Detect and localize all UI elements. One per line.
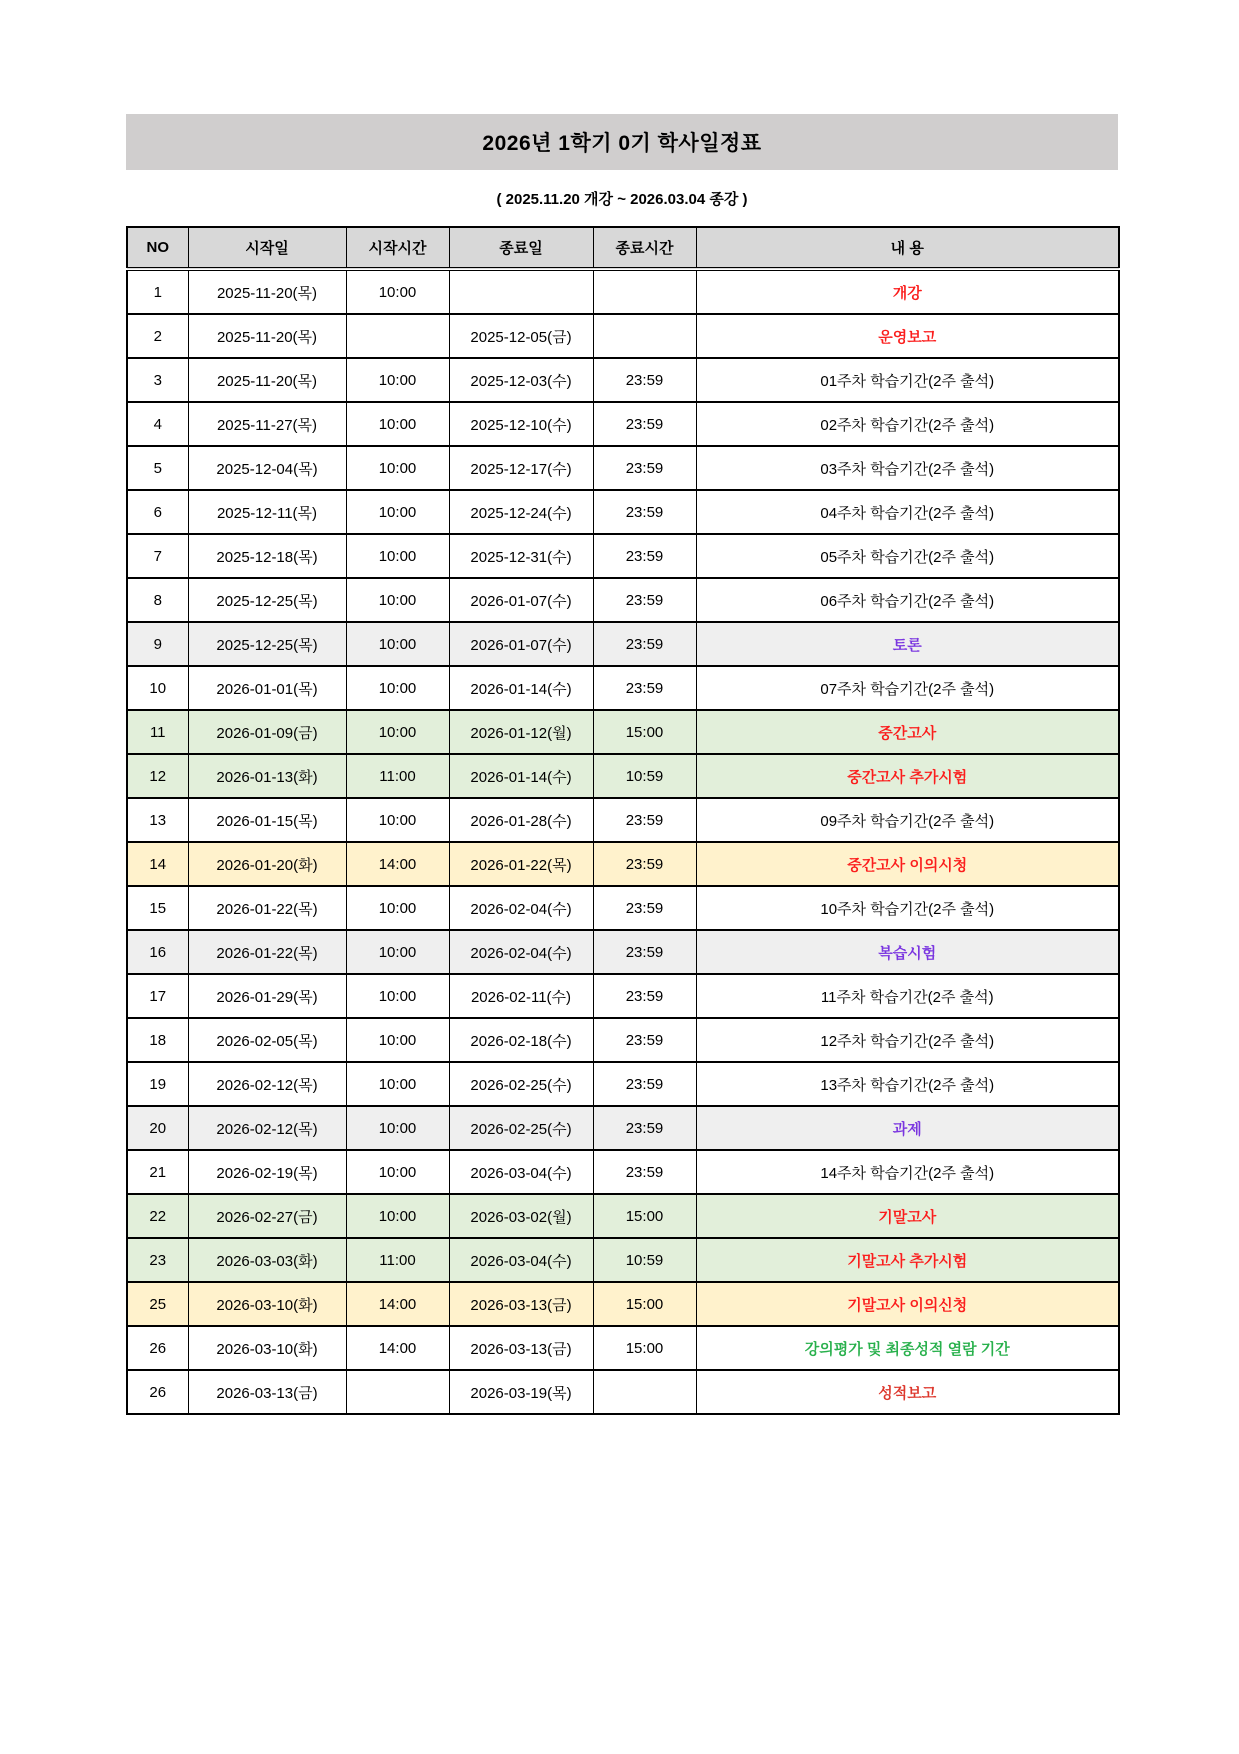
table-row <box>127 622 1119 666</box>
table-body <box>127 269 1119 1414</box>
cell-end-time: 15:00 <box>593 710 696 754</box>
cell-no: 26 <box>127 1370 188 1414</box>
table-row <box>127 446 1119 490</box>
cell-end-date: 2026-01-07(수) <box>449 578 593 622</box>
cell-start-date: 2026-02-12(목) <box>188 1106 346 1150</box>
cell-end-date: 2026-01-14(수) <box>449 754 593 798</box>
cell-no: 1 <box>127 269 188 314</box>
cell-end-time: 23:59 <box>593 534 696 578</box>
cell-start-date: 2026-02-05(목) <box>188 1018 346 1062</box>
cell-start-date: 2025-11-20(목) <box>188 358 346 402</box>
cell-end-time: 10:59 <box>593 754 696 798</box>
cell-end-time: 23:59 <box>593 358 696 402</box>
cell-no: 10 <box>127 666 188 710</box>
table-row <box>127 269 1119 314</box>
table-row <box>127 1194 1119 1238</box>
cell-end-date: 2026-01-28(수) <box>449 798 593 842</box>
cell-end-date: 2026-01-12(월) <box>449 710 593 754</box>
cell-no: 4 <box>127 402 188 446</box>
table-row <box>127 710 1119 754</box>
cell-no: 13 <box>127 798 188 842</box>
cell-no: 7 <box>127 534 188 578</box>
cell-no: 15 <box>127 886 188 930</box>
cell-content: 중간고사 추가시험 <box>696 754 1119 798</box>
cell-start-time: 10:00 <box>346 666 449 710</box>
table-row <box>127 798 1119 842</box>
cell-end-date: 2026-03-13(금) <box>449 1326 593 1370</box>
cell-start-time: 10:00 <box>346 534 449 578</box>
cell-end-date: 2026-02-25(수) <box>449 1106 593 1150</box>
schedule-table <box>126 226 1120 1415</box>
cell-start-date: 2025-12-04(목) <box>188 446 346 490</box>
cell-start-time: 10:00 <box>346 269 449 314</box>
cell-start-time: 14:00 <box>346 1326 449 1370</box>
table-row <box>127 930 1119 974</box>
cell-end-time: 23:59 <box>593 578 696 622</box>
cell-end-date: 2026-01-14(수) <box>449 666 593 710</box>
cell-end-time: 23:59 <box>593 886 696 930</box>
table-header-row <box>127 227 1119 269</box>
cell-start-time: 11:00 <box>346 1238 449 1282</box>
table-row <box>127 1150 1119 1194</box>
cell-no: 6 <box>127 490 188 534</box>
cell-start-date: 2026-01-22(목) <box>188 886 346 930</box>
cell-start-date: 2026-01-29(목) <box>188 974 346 1018</box>
cell-no: 23 <box>127 1238 188 1282</box>
table-row <box>127 578 1119 622</box>
cell-start-time: 10:00 <box>346 402 449 446</box>
cell-start-date: 2026-03-13(금) <box>188 1370 346 1414</box>
cell-no: 19 <box>127 1062 188 1106</box>
cell-start-time <box>346 314 449 358</box>
cell-no: 8 <box>127 578 188 622</box>
cell-end-time: 23:59 <box>593 798 696 842</box>
cell-end-date: 2026-01-07(수) <box>449 622 593 666</box>
cell-content: 10주차 학습기간(2주 출석) <box>696 886 1119 930</box>
cell-content: 01주차 학습기간(2주 출석) <box>696 358 1119 402</box>
cell-content: 강의평가 및 최종성적 열람 기간 <box>696 1326 1119 1370</box>
cell-no: 3 <box>127 358 188 402</box>
cell-end-date: 2026-02-18(수) <box>449 1018 593 1062</box>
cell-start-time: 10:00 <box>346 974 449 1018</box>
table-row <box>127 490 1119 534</box>
table-row <box>127 842 1119 886</box>
cell-start-time: 10:00 <box>346 1194 449 1238</box>
cell-start-date: 2026-01-22(목) <box>188 930 346 974</box>
cell-no: 9 <box>127 622 188 666</box>
header-content: 내 용 <box>696 227 1119 269</box>
cell-end-time <box>593 314 696 358</box>
cell-start-date: 2026-01-15(목) <box>188 798 346 842</box>
cell-start-date: 2026-01-09(금) <box>188 710 346 754</box>
table-row <box>127 1326 1119 1370</box>
cell-end-date: 2026-03-19(목) <box>449 1370 593 1414</box>
cell-end-date: 2026-03-04(수) <box>449 1150 593 1194</box>
cell-end-time: 23:59 <box>593 1018 696 1062</box>
cell-no: 22 <box>127 1194 188 1238</box>
header-end-time: 종료시간 <box>593 227 696 269</box>
cell-start-date: 2026-02-12(목) <box>188 1062 346 1106</box>
cell-content: 기말고사 추가시험 <box>696 1238 1119 1282</box>
header-no: NO <box>127 227 188 269</box>
header-start-date: 시작일 <box>188 227 346 269</box>
cell-start-date: 2026-03-10(화) <box>188 1326 346 1370</box>
cell-start-time: 10:00 <box>346 358 449 402</box>
cell-end-date: 2026-03-02(월) <box>449 1194 593 1238</box>
cell-start-time: 10:00 <box>346 490 449 534</box>
cell-end-time: 23:59 <box>593 1062 696 1106</box>
cell-end-time: 23:59 <box>593 1106 696 1150</box>
cell-start-time: 10:00 <box>346 710 449 754</box>
table-row <box>127 1282 1119 1326</box>
cell-end-date: 2025-12-05(금) <box>449 314 593 358</box>
cell-end-date: 2025-12-03(수) <box>449 358 593 402</box>
cell-start-date: 2025-12-11(목) <box>188 490 346 534</box>
cell-start-date: 2025-11-20(목) <box>188 269 346 314</box>
table-row <box>127 314 1119 358</box>
cell-no: 14 <box>127 842 188 886</box>
title-banner <box>126 114 1118 170</box>
cell-start-date: 2026-01-13(화) <box>188 754 346 798</box>
cell-end-time: 15:00 <box>593 1194 696 1238</box>
page-subtitle: ( 2025.11.20 개강 ~ 2026.03.04 종강 ) <box>496 191 748 208</box>
cell-end-time: 23:59 <box>593 446 696 490</box>
cell-start-date: 2026-01-01(목) <box>188 666 346 710</box>
cell-start-date: 2025-12-25(목) <box>188 622 346 666</box>
cell-end-time: 23:59 <box>593 930 696 974</box>
cell-end-date: 2026-02-11(수) <box>449 974 593 1018</box>
table-row <box>127 1106 1119 1150</box>
cell-end-time: 23:59 <box>593 490 696 534</box>
cell-content: 복습시험 <box>696 930 1119 974</box>
cell-start-date: 2025-11-27(목) <box>188 402 346 446</box>
header-end-date: 종료일 <box>449 227 593 269</box>
cell-end-time <box>593 269 696 314</box>
cell-start-time: 10:00 <box>346 1018 449 1062</box>
cell-no: 2 <box>127 314 188 358</box>
cell-no: 18 <box>127 1018 188 1062</box>
cell-content: 12주차 학습기간(2주 출석) <box>696 1018 1119 1062</box>
table-row <box>127 402 1119 446</box>
cell-end-time <box>593 1370 696 1414</box>
table-row <box>127 666 1119 710</box>
cell-end-date: 2026-03-13(금) <box>449 1282 593 1326</box>
cell-start-time: 10:00 <box>346 886 449 930</box>
cell-start-time: 10:00 <box>346 578 449 622</box>
cell-no: 25 <box>127 1282 188 1326</box>
cell-start-date: 2026-02-19(목) <box>188 1150 346 1194</box>
cell-end-date <box>449 269 593 314</box>
cell-end-time: 23:59 <box>593 402 696 446</box>
cell-content: 09주차 학습기간(2주 출석) <box>696 798 1119 842</box>
table-row <box>127 1018 1119 1062</box>
cell-start-time: 10:00 <box>346 930 449 974</box>
cell-end-date: 2025-12-31(수) <box>449 534 593 578</box>
cell-no: 5 <box>127 446 188 490</box>
cell-end-date: 2025-12-24(수) <box>449 490 593 534</box>
cell-end-date: 2026-01-22(목) <box>449 842 593 886</box>
cell-start-date: 2025-12-18(목) <box>188 534 346 578</box>
cell-start-date: 2026-03-10(화) <box>188 1282 346 1326</box>
cell-start-time: 10:00 <box>346 622 449 666</box>
cell-start-time: 11:00 <box>346 754 449 798</box>
cell-content: 운영보고 <box>696 314 1119 358</box>
cell-no: 12 <box>127 754 188 798</box>
cell-no: 26 <box>127 1326 188 1370</box>
cell-content: 성적보고 <box>696 1370 1119 1414</box>
cell-content: 11주차 학습기간(2주 출석) <box>696 974 1119 1018</box>
cell-content: 02주차 학습기간(2주 출석) <box>696 402 1119 446</box>
cell-content: 중간고사 <box>696 710 1119 754</box>
table-row <box>127 754 1119 798</box>
cell-end-time: 23:59 <box>593 1150 696 1194</box>
table-row <box>127 1238 1119 1282</box>
cell-content: 기말고사 이의신청 <box>696 1282 1119 1326</box>
document-page <box>126 114 1118 1415</box>
table-row <box>127 1062 1119 1106</box>
cell-end-time: 10:59 <box>593 1238 696 1282</box>
cell-end-date: 2025-12-17(수) <box>449 446 593 490</box>
table-row <box>127 358 1119 402</box>
cell-start-time: 14:00 <box>346 1282 449 1326</box>
cell-end-date: 2026-02-04(수) <box>449 930 593 974</box>
table-row <box>127 886 1119 930</box>
cell-content: 05주차 학습기간(2주 출석) <box>696 534 1119 578</box>
cell-no: 20 <box>127 1106 188 1150</box>
cell-content: 토론 <box>696 622 1119 666</box>
cell-no: 11 <box>127 710 188 754</box>
cell-end-time: 23:59 <box>593 666 696 710</box>
cell-start-time: 10:00 <box>346 1150 449 1194</box>
cell-content: 중간고사 이의시청 <box>696 842 1119 886</box>
cell-start-time: 10:00 <box>346 1106 449 1150</box>
cell-content: 14주차 학습기간(2주 출석) <box>696 1150 1119 1194</box>
cell-start-date: 2026-01-20(화) <box>188 842 346 886</box>
cell-start-date: 2025-11-20(목) <box>188 314 346 358</box>
cell-start-time: 10:00 <box>346 798 449 842</box>
cell-content: 과제 <box>696 1106 1119 1150</box>
cell-end-time: 23:59 <box>593 622 696 666</box>
cell-start-time <box>346 1370 449 1414</box>
page-title: 2026년 1학기 0기 학사일정표 <box>482 132 762 155</box>
table-row <box>127 1370 1119 1414</box>
cell-end-date: 2025-12-10(수) <box>449 402 593 446</box>
cell-content: 13주차 학습기간(2주 출석) <box>696 1062 1119 1106</box>
cell-end-date: 2026-02-25(수) <box>449 1062 593 1106</box>
cell-no: 16 <box>127 930 188 974</box>
cell-start-time: 10:00 <box>346 1062 449 1106</box>
cell-start-date: 2026-02-27(금) <box>188 1194 346 1238</box>
table-row <box>127 974 1119 1018</box>
cell-content: 기말고사 <box>696 1194 1119 1238</box>
cell-end-time: 15:00 <box>593 1326 696 1370</box>
cell-content: 03주차 학습기간(2주 출석) <box>696 446 1119 490</box>
cell-end-time: 15:00 <box>593 1282 696 1326</box>
cell-content: 04주차 학습기간(2주 출석) <box>696 490 1119 534</box>
cell-content: 06주차 학습기간(2주 출석) <box>696 578 1119 622</box>
cell-content: 07주차 학습기간(2주 출석) <box>696 666 1119 710</box>
cell-no: 21 <box>127 1150 188 1194</box>
header-start-time: 시작시간 <box>346 227 449 269</box>
cell-start-time: 10:00 <box>346 446 449 490</box>
cell-content: 개강 <box>696 269 1119 314</box>
cell-no: 17 <box>127 974 188 1018</box>
cell-end-date: 2026-03-04(수) <box>449 1238 593 1282</box>
cell-end-date: 2026-02-04(수) <box>449 886 593 930</box>
cell-start-date: 2026-03-03(화) <box>188 1238 346 1282</box>
cell-end-time: 23:59 <box>593 974 696 1018</box>
cell-end-time: 23:59 <box>593 842 696 886</box>
cell-start-date: 2025-12-25(목) <box>188 578 346 622</box>
cell-start-time: 14:00 <box>346 842 449 886</box>
table-row <box>127 534 1119 578</box>
